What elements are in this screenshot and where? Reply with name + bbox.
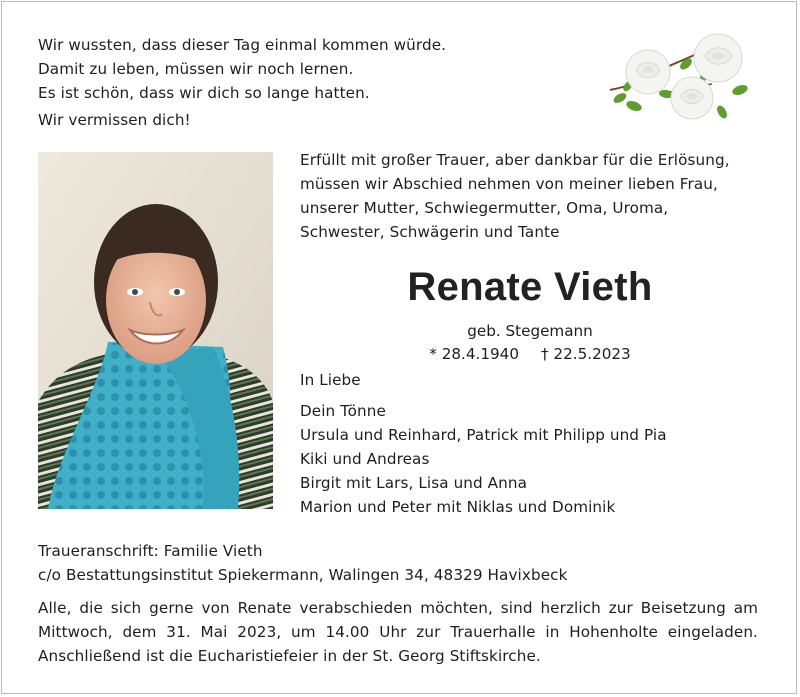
intro-text: [300, 148, 730, 244]
address-line: c/o Bestattungsinstitut Spiekermann, Walingen 34, 48329 Havixbeck: [38, 566, 568, 584]
birth-date: * 28.4.1940: [429, 345, 519, 363]
mourners-heading: In Liebe: [300, 371, 361, 389]
funeral-notice: [38, 596, 758, 668]
death-date: † 22.5.2023: [541, 345, 631, 363]
portrait-illustration: [38, 152, 273, 509]
notice-line: Mittwoch, dem 31. Mai 2023, um 14.00 Uhr zur Trauerhalle in Hohenholte eingeladen.: [38, 623, 758, 641]
rose-2: [694, 34, 742, 82]
mourner-line: Dein Tönne: [300, 402, 386, 420]
notice-line: Anschließend ist die Eucharistiefeier in der St. Georg Stiftskirche.: [38, 647, 541, 665]
white-roses-image: [600, 24, 758, 128]
intro-line: Schwester, Schwägerin und Tante: [300, 223, 560, 241]
mourner-line: Marion und Peter mit Niklas und Dominik: [300, 498, 616, 516]
intro-line: unserer Mutter, Schwiegermutter, Oma, Uroma,: [300, 199, 669, 217]
rose-1: [626, 50, 670, 94]
poem-line: Damit zu leben, müssen wir noch lernen.: [38, 60, 354, 78]
notice-line: Alle, die sich gerne von Renate verabschieden möchten, sind herzlich zur Beisetzung am: [38, 599, 758, 617]
life-dates: [300, 343, 760, 365]
poem-closing: Wir vermissen dich!: [38, 111, 191, 129]
mourners-list: [300, 399, 667, 519]
mourning-address: [38, 539, 568, 587]
deceased-name: Renate Vieth: [407, 265, 653, 309]
poem-line: Es ist schön, dass wir dich so lange hatten.: [38, 84, 370, 102]
poem: [38, 33, 446, 105]
address-line: Traueranschrift: Familie Vieth: [38, 542, 263, 560]
poem-line: Wir wussten, dass dieser Tag einmal kommen würde.: [38, 36, 447, 54]
portrait-photo: [38, 152, 273, 509]
birth-name: geb. Stegemann: [467, 322, 593, 340]
rose-3: [671, 77, 713, 119]
mourner-line: Birgit mit Lars, Lisa und Anna: [300, 474, 528, 492]
intro-line: Erfüllt mit großer Trauer, aber dankbar für die Erlösung,: [300, 151, 730, 169]
intro-line: müssen wir Abschied nehmen von meiner lieben Frau,: [300, 175, 718, 193]
mourner-line: Kiki und Andreas: [300, 450, 430, 468]
mourner-line: Ursula und Reinhard, Patrick mit Philipp und Pia: [300, 426, 667, 444]
